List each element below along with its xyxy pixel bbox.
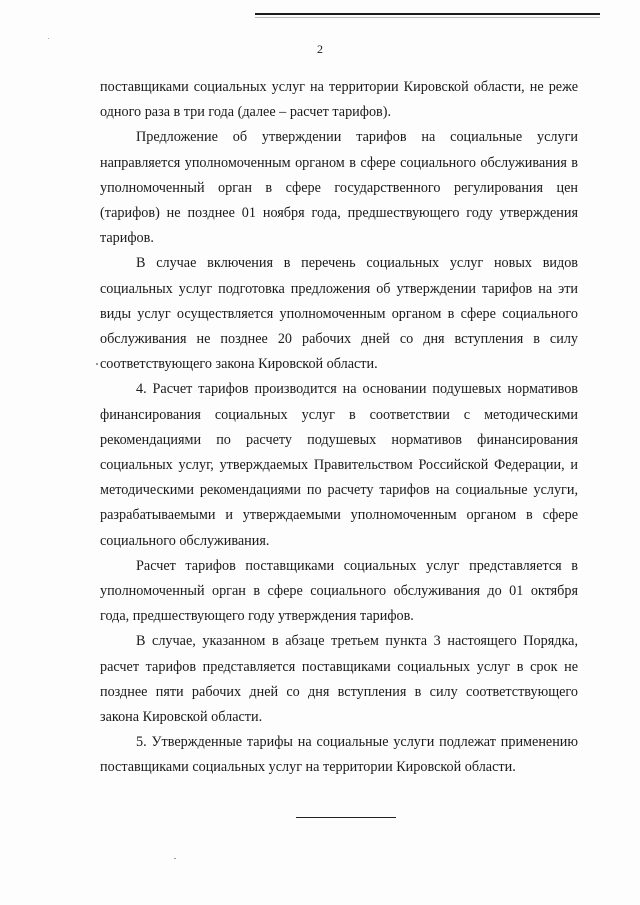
paragraph-item-5 bbox=[100, 730, 578, 780]
text-line: социальных услуг, утверждаемых Правительством Российской Федерации, и bbox=[100, 457, 578, 474]
text-line: поставщиками социальных услуг на территории Кировской области. bbox=[100, 759, 516, 776]
paragraph-calculation-submission bbox=[100, 554, 578, 630]
text-line: социальных услуг подготовка предложения об утверждении тарифов на эти bbox=[100, 280, 578, 297]
text-line: социального обслуживания. bbox=[100, 532, 270, 549]
document-body bbox=[100, 75, 578, 781]
text-line: методическими рекомендациями по расчету тарифов на социальные услуги, bbox=[100, 482, 578, 499]
text-line: Предложение об утверждении тарифов на социальные услуги bbox=[136, 129, 578, 146]
text-line: 4. Расчет тарифов производится на основании подушевых нормативов bbox=[136, 381, 578, 398]
text-line: (тарифов) не позднее 01 ноября года, предшествующего году утверждения bbox=[100, 205, 578, 222]
scan-speck bbox=[174, 858, 176, 859]
text-line: виды услуг осуществляется уполномоченным органом в сфере социального bbox=[100, 305, 578, 322]
text-line: поставщиками социальных услуг на территории Кировской области, не реже bbox=[100, 79, 578, 95]
scan-speck bbox=[96, 363, 98, 365]
text-line: финансирования социальных услуг в соответствии с методическими bbox=[100, 406, 578, 423]
page-number: 2 bbox=[317, 42, 323, 56]
text-line: направляется уполномоченным органом в сфере социального обслуживания в bbox=[100, 154, 578, 171]
scan-edge-line-shadow bbox=[255, 17, 600, 18]
text-line: расчет тарифов представляется поставщиками социальных услуг в срок не bbox=[100, 658, 578, 675]
paragraph-item-4 bbox=[100, 377, 578, 553]
text-line: соответствующего закона Кировской области. bbox=[100, 356, 378, 373]
paragraph-new-services bbox=[100, 251, 578, 377]
text-line: уполномоченный орган в сфере государственного регулирования цен bbox=[100, 179, 578, 196]
text-line: уполномоченный орган в сфере социального обслуживания до 01 октября bbox=[100, 583, 578, 600]
text-line: тарифов. bbox=[100, 230, 154, 247]
text-line: разрабатываемыми и утверждаемыми уполномоченным органом в сфере bbox=[100, 507, 578, 524]
paragraph-continuation bbox=[100, 75, 578, 125]
text-line: В случае, указанном в абзаце третьем пункта 3 настоящего Порядка, bbox=[136, 633, 578, 650]
text-line: Расчет тарифов поставщиками социальных услуг представляется в bbox=[136, 557, 578, 574]
end-of-document-rule bbox=[296, 817, 396, 818]
text-line: рекомендациями по расчету подушевых нормативов финансирования bbox=[100, 431, 578, 448]
text-line: закона Кировской области. bbox=[100, 709, 263, 726]
scan-speck bbox=[48, 38, 49, 39]
scan-edge-line bbox=[255, 13, 600, 15]
text-line: одного раза в три года (далее – расчет тарифов). bbox=[100, 104, 392, 121]
paragraph-special-case bbox=[100, 629, 578, 730]
text-line: позднее пяти рабочих дней со дня вступления в силу соответствующего bbox=[100, 683, 578, 700]
text-line: В случае включения в перечень социальных услуг новых видов bbox=[136, 255, 578, 272]
paragraph-tariff-proposal bbox=[100, 125, 578, 251]
text-line: обслуживания не позднее 20 рабочих дней со дня вступления в силу bbox=[100, 331, 578, 348]
text-line: года, предшествующего году утверждения тарифов. bbox=[100, 608, 414, 625]
text-line: 5. Утвержденные тарифы на социальные услуги подлежат применению bbox=[136, 734, 578, 751]
